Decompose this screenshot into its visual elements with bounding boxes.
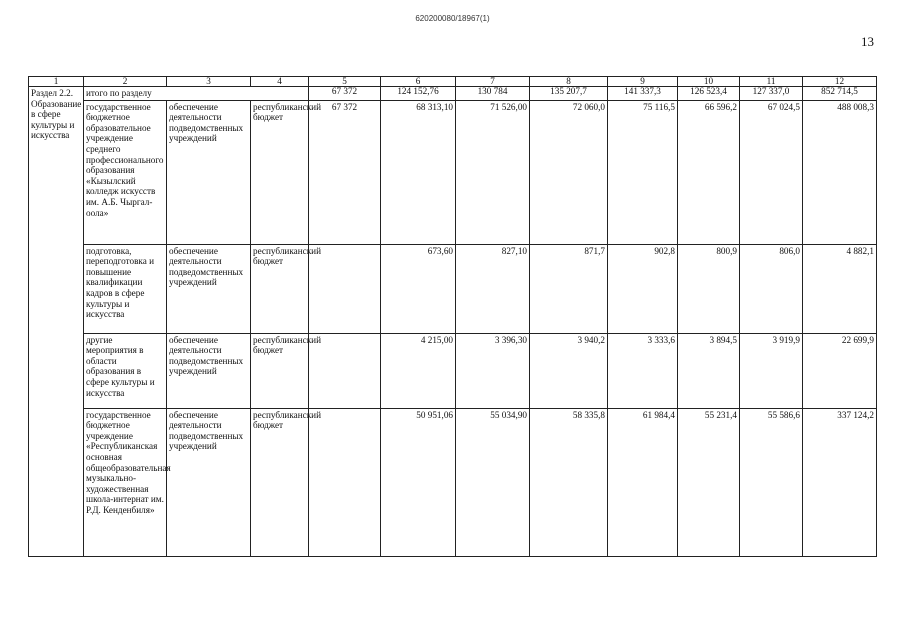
- value-cell: 806,0: [740, 244, 803, 333]
- value-cell: 71 526,00: [456, 100, 530, 244]
- value-cell: 827,10: [456, 244, 530, 333]
- header-cell: 3: [167, 77, 251, 87]
- source-cell: республиканский бюджет: [251, 333, 309, 408]
- section-title: Раздел 2.2. Образование в сфере культуры и искусства: [29, 87, 84, 557]
- value-cell: 55 231,4: [678, 408, 740, 556]
- table-row: [29, 333, 877, 408]
- value-cell: 55 034,90: [456, 408, 530, 556]
- header-cell: 7: [456, 77, 530, 87]
- purpose-cell: обеспечение деятельности подведомственных учреждений: [167, 244, 251, 333]
- measure-cell: другие мероприятия в области образования в сфере культуры и искусства: [84, 333, 167, 408]
- value-cell: 3 396,30: [456, 333, 530, 408]
- purpose-cell: обеспечение деятельности подведомственных учреждений: [167, 100, 251, 244]
- value-cell: [309, 408, 381, 556]
- value-cell: 337 124,2: [803, 408, 877, 556]
- value-cell: 75 116,5: [608, 100, 678, 244]
- value-cell: 871,7: [530, 244, 608, 333]
- total-value: 127 337,0: [740, 87, 803, 101]
- value-cell: 902,8: [608, 244, 678, 333]
- header-cell: 6: [381, 77, 456, 87]
- value-cell: 61 984,4: [608, 408, 678, 556]
- measure-cell: государственное бюджетное образовательное учреждение среднего профессионального образования «Кызылский колледж искусств им. А.Б. Чыргал-оола»: [84, 100, 167, 244]
- header-cell: 4: [251, 77, 309, 87]
- value-cell: 22 699,9: [803, 333, 877, 408]
- header-cell: 2: [84, 77, 167, 87]
- page-number: 13: [861, 34, 874, 49]
- table-row: [29, 408, 877, 556]
- value-cell: [309, 244, 381, 333]
- header-cell: 8: [530, 77, 608, 87]
- source-cell: республиканский бюджет: [251, 408, 309, 556]
- source-cell: республиканский бюджет: [251, 100, 309, 244]
- value-cell: 58 335,8: [530, 408, 608, 556]
- measure-cell: подготовка, переподготовка и повышение квалификации кадров в сфере культуры и искусства: [84, 244, 167, 333]
- header-cell: 10: [678, 77, 740, 87]
- header-cell: 1: [29, 77, 84, 87]
- table-row: [29, 100, 877, 244]
- value-cell: 800,9: [678, 244, 740, 333]
- total-value: 130 784: [456, 87, 530, 101]
- header-cell: 12: [803, 77, 877, 87]
- value-cell: 3 333,6: [608, 333, 678, 408]
- measure-cell: государственное бюджетное учреждение «Республиканская основная общеобразовательная музыкально-художественная школа-интернат им. Р.Д. Кенденбиля»: [84, 408, 167, 556]
- total-value: 852 714,5: [803, 87, 877, 101]
- header-cell: 5: [309, 77, 381, 87]
- value-cell: 3 940,2: [530, 333, 608, 408]
- total-value: 124 152,76: [381, 87, 456, 101]
- value-cell: 4 215,00: [381, 333, 456, 408]
- value-cell: 67 372: [309, 100, 381, 244]
- total-row: [29, 87, 877, 101]
- total-value: 141 337,3: [608, 87, 678, 101]
- value-cell: 4 882,1: [803, 244, 877, 333]
- total-value: 67 372: [309, 87, 381, 101]
- value-cell: 488 008,3: [803, 100, 877, 244]
- column-number-row: [29, 77, 877, 87]
- value-cell: 72 060,0: [530, 100, 608, 244]
- total-value: 126 523,4: [678, 87, 740, 101]
- purpose-cell: обеспечение деятельности подведомственных учреждений: [167, 333, 251, 408]
- value-cell: 66 596,2: [678, 100, 740, 244]
- budget-table: [28, 76, 877, 557]
- header-cell: 9: [608, 77, 678, 87]
- purpose-cell: обеспечение деятельности подведомственных учреждений: [167, 408, 251, 556]
- value-cell: 50 951,06: [381, 408, 456, 556]
- total-value: 135 207,7: [530, 87, 608, 101]
- source-cell: республиканский бюджет: [251, 244, 309, 333]
- value-cell: 673,60: [381, 244, 456, 333]
- table-row: [29, 244, 877, 333]
- value-cell: 3 919,9: [740, 333, 803, 408]
- value-cell: 68 313,10: [381, 100, 456, 244]
- document-id: 620200080/18967(1): [415, 14, 490, 23]
- value-cell: 3 894,5: [678, 333, 740, 408]
- value-cell: 55 586,6: [740, 408, 803, 556]
- header-cell: 11: [740, 77, 803, 87]
- value-cell: 67 024,5: [740, 100, 803, 244]
- total-label: итого по разделу: [84, 87, 309, 101]
